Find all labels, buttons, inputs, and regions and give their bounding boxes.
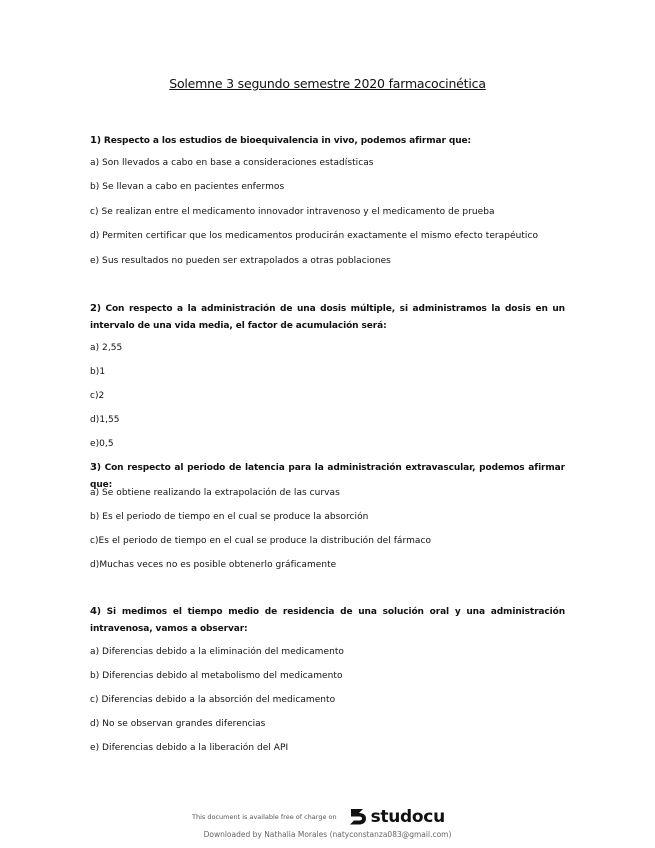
q1-option-e: e) Sus resultados no pueden ser extrapolados a otras poblaciones — [90, 256, 391, 266]
question-text: ) Respecto a los estudios de bioequivalencia in vivo, podemos afirmar que: — [96, 136, 472, 146]
downloaded-by-text: Downloaded by Nathalia Morales (natyconstanza083@gmail.com) — [203, 830, 452, 839]
q4-option-b: b) Diferencias debido al metabolismo del medicamento — [90, 671, 343, 681]
studocu-logo[interactable] — [347, 806, 445, 828]
studocu-logo-text: studocu — [370, 807, 445, 827]
q2-option-b: b)1 — [90, 367, 106, 377]
q2-option-a: a) 2,55 — [90, 343, 123, 353]
availability-text: This document is available free of charge on — [192, 813, 337, 821]
studocu-logo-icon — [347, 806, 369, 828]
question-number: 1 — [90, 135, 97, 146]
footer-availability — [192, 806, 445, 828]
question-number: 3 — [90, 462, 97, 473]
q4-option-e: e) Diferencias debido a la liberación del API — [90, 743, 289, 753]
q1-option-d: d) Permiten certificar que los medicamentos producirán exactamente el mismo efecto terapéutico — [90, 231, 539, 241]
q2-option-c: c)2 — [90, 391, 105, 401]
question-text: ) Con respecto al periodo de latencia para la administración extravascular, podemos afirmar que: — [90, 463, 565, 490]
q4-option-c: c) Diferencias debido a la absorción del medicamento — [90, 695, 336, 705]
q1-option-b: b) Se llevan a cabo en pacientes enfermos — [90, 182, 285, 192]
question-text: ) Con respecto a la administración de una dosis múltiple, si administramos la dosis en un intervalo de una vida media, el factor de acumulación será: — [90, 304, 565, 331]
question-number: 4 — [90, 606, 97, 617]
q3-option-c: c)Es el periodo de tiempo en el cual se produce la distribución del fármaco — [90, 536, 432, 546]
q1-option-c: c) Se realizan entre el medicamento innovador intravenoso y el medicamento de prueba — [90, 207, 495, 217]
question-number: 2 — [90, 303, 97, 314]
q3-option-a: a) Se obtiene realizando la extrapolación de las curvas — [90, 488, 340, 498]
question-4 — [90, 603, 565, 638]
q3-option-d: d)Muchas veces no es posible obtenerlo gráficamente — [90, 560, 337, 570]
question-2 — [90, 300, 565, 335]
question-text: ) Si medimos el tiempo medio de residencia de una solución oral y una administración intravenosa, vamos a observar: — [90, 607, 565, 634]
question-1 — [90, 132, 565, 150]
document-title: Solemne 3 segundo semestre 2020 farmacocinética — [169, 76, 486, 91]
q4-option-a: a) Diferencias debido a la eliminación del medicamento — [90, 647, 344, 657]
q2-option-d: d)1,55 — [90, 415, 120, 425]
q2-option-e: e)0,5 — [90, 439, 114, 449]
q3-option-b: b) Es el periodo de tiempo en el cual se produce la absorción — [90, 512, 369, 522]
q4-option-d: d) No se observan grandes diferencias — [90, 719, 266, 729]
q1-option-a: a) Son llevados a cabo en base a consideraciones estadísticas — [90, 158, 374, 168]
